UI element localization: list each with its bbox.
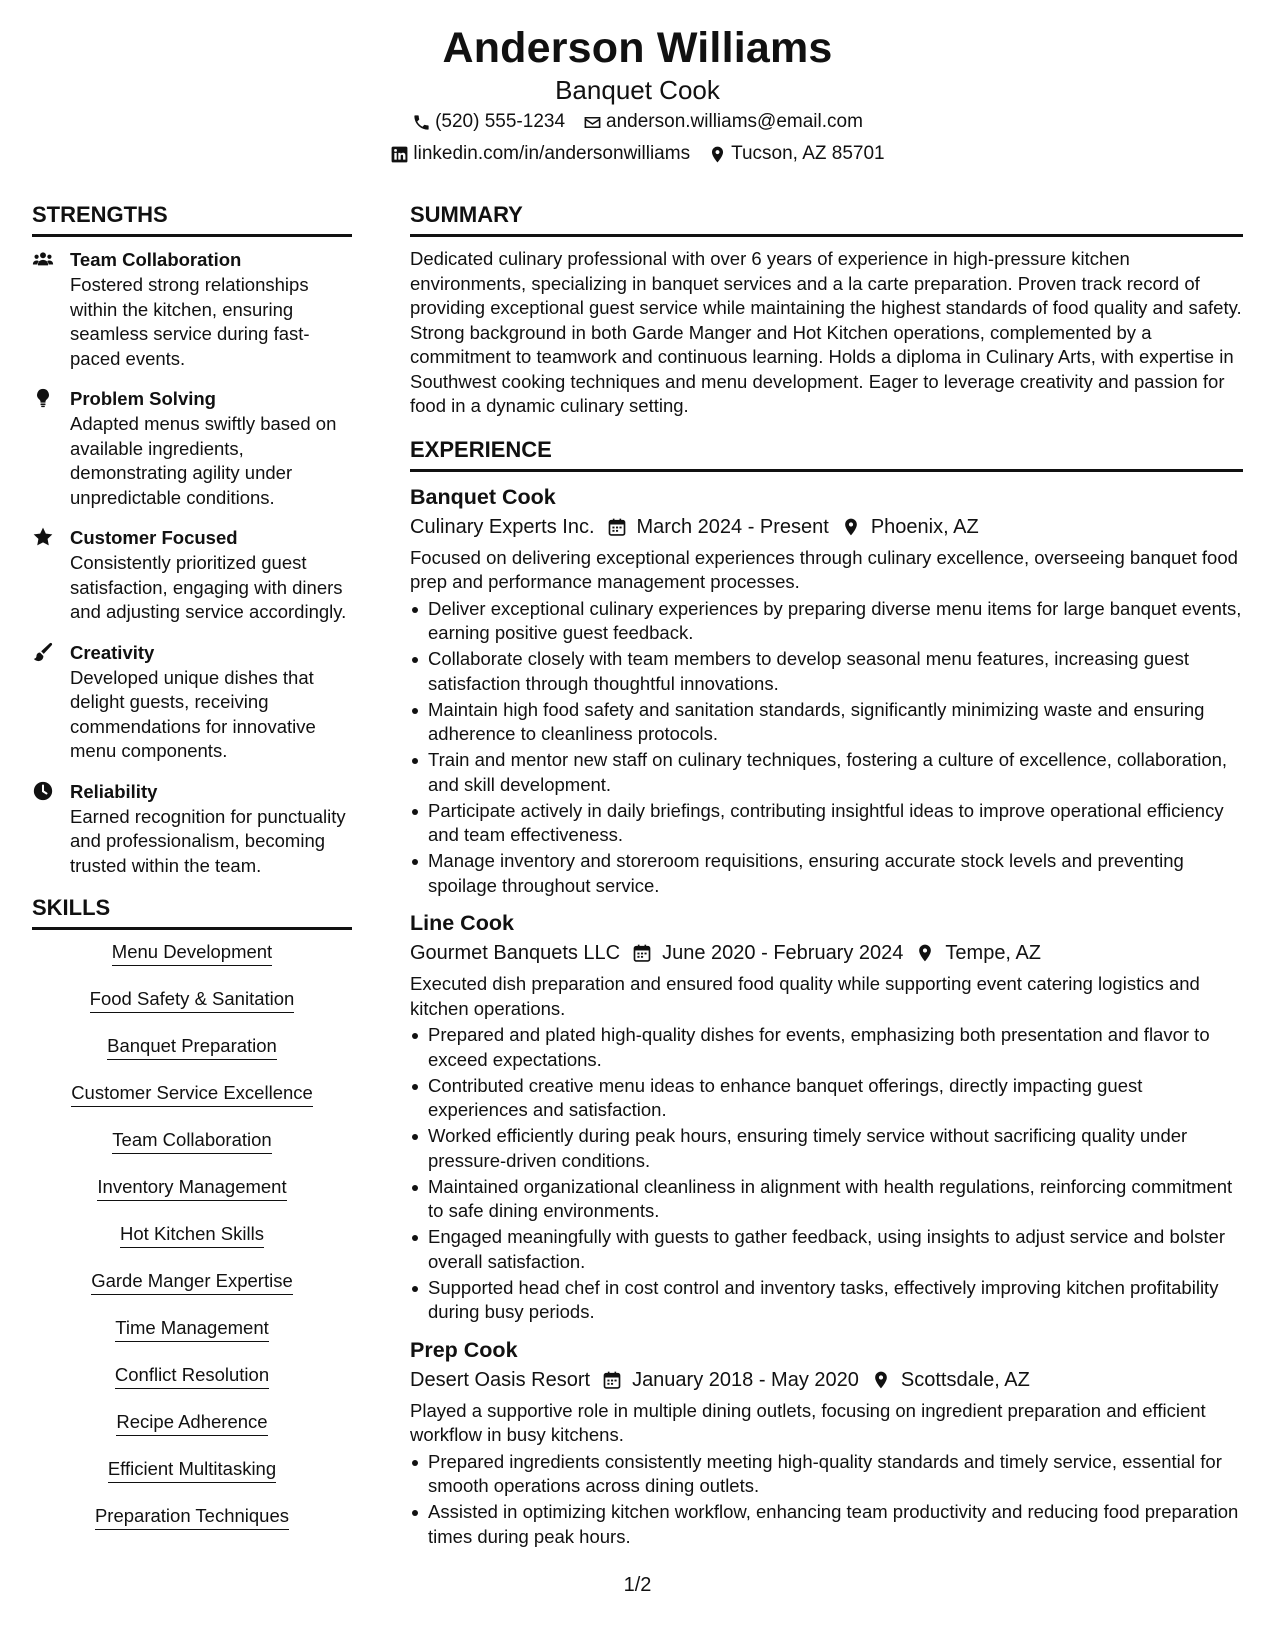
bullet-item: Prepared and plated high-quality dishes for events, emphasizing both presentation and flavor to exceed expectations. (410, 1023, 1243, 1072)
candidate-name: Anderson Williams (442, 24, 833, 72)
skill-item: Customer Service Excellence (32, 1081, 352, 1107)
bullet-item: Prepared ingredients consistently meeting high-quality standards and timely service, essential for smooth operations across dining outlets. (410, 1450, 1243, 1499)
strength-item (32, 247, 352, 371)
phone-text: (520) 555-1234 (435, 111, 566, 132)
bullet-item: Assisted in optimizing kitchen workflow, enhancing team productivity and reducing food preparation times during peak hours. (410, 1500, 1243, 1549)
bullet-item: Contributed creative menu ideas to enhance banquet offerings, directly impacting guest experiences and satisfaction. (410, 1074, 1243, 1123)
strength-desc: Developed unique dishes that delight guests, receiving commendations for innovative menu components. (70, 666, 316, 761)
skill-item: Food Safety & Sanitation (32, 987, 352, 1013)
strength-item (32, 386, 352, 510)
bullet-item: Worked efficiently during peak hours, ensuring timely service without sacrificing quality under pressure-driven conditions. (410, 1124, 1243, 1173)
skill-item: Hot Kitchen Skills (32, 1222, 352, 1248)
bullet-item: Supported head chef in cost control and inventory tasks, effectively improving kitchen profitability during busy periods. (410, 1276, 1243, 1325)
calendar-icon (607, 517, 627, 537)
linkedin-text: linkedin.com/in/andersonwilliams (413, 143, 691, 164)
job-location: Scottsdale, AZ (900, 1368, 1030, 1391)
right-column (410, 200, 1243, 1559)
job-title: Banquet Cook (410, 484, 556, 509)
strength-item (32, 640, 352, 764)
calendar-icon (632, 943, 652, 963)
skill-item: Inventory Management (32, 1175, 352, 1201)
job-entry (410, 908, 1243, 1325)
contact-row-1 (0, 106, 1275, 138)
job-description: Focused on delivering exceptional experiences through culinary excellence, overseeing banquet food prep and performance management processes. (410, 546, 1238, 592)
skill-item: Recipe Adherence (32, 1410, 352, 1436)
skills-list (32, 940, 352, 1530)
job-entry (410, 482, 1243, 899)
linkedin-icon (390, 145, 409, 164)
company-name: Gourmet Banquets LLC (410, 942, 621, 964)
job-description: Executed dish preparation and ensured food quality while supporting event catering logistics and kitchen operations. (410, 973, 1200, 1019)
skill-item: Efficient Multitasking (32, 1457, 352, 1483)
skill-item: Time Management (32, 1316, 352, 1342)
skill-item: Garde Manger Expertise (32, 1269, 352, 1295)
bullet-item: Maintained organizational cleanliness in alignment with health regulations, reinforcing commitment to safe dining environments. (410, 1175, 1243, 1224)
location-contact (708, 138, 885, 170)
lightbulb-icon (32, 387, 54, 409)
calendar-icon (602, 1370, 622, 1390)
map-pin-icon (915, 943, 935, 963)
strength-desc: Consistently prioritized guest satisfaction, engaging with diners and adjusting service accordingly. (70, 552, 347, 622)
page-number: 1/2 (623, 1574, 652, 1596)
clock-icon (32, 780, 54, 802)
bullet-item: Participate actively in daily briefings, contributing insightful ideas to improve operational efficiency and team effectiveness. (410, 799, 1243, 848)
bullet-item: Collaborate closely with team members to develop seasonal menu features, increasing guest satisfaction through thoughtful innovations. (410, 647, 1243, 696)
bullet-item: Manage inventory and storeroom requisitions, ensuring accurate stock levels and preventing spoilage throughout service. (410, 849, 1243, 898)
map-pin-icon (841, 517, 861, 537)
strength-title: Customer Focused (70, 527, 238, 548)
envelope-icon (583, 113, 602, 132)
skills-heading: SKILLS (32, 893, 352, 930)
skill-item: Banquet Preparation (32, 1034, 352, 1060)
job-title: Line Cook (410, 911, 514, 935)
left-column (32, 200, 352, 1551)
strength-desc: Earned recognition for punctuality and professionalism, becoming trusted within the team. (70, 805, 346, 876)
job-dates: June 2020 - February 2024 (662, 942, 904, 964)
job-dates: March 2024 - Present (636, 515, 829, 538)
strength-item (32, 779, 352, 879)
job-location: Phoenix, AZ (870, 515, 979, 538)
contact-row-2 (0, 138, 1275, 170)
strength-item (32, 525, 352, 625)
job-title-headline: Banquet Cook (555, 75, 720, 105)
strength-title: Team Collaboration (70, 249, 242, 270)
phone-icon (412, 113, 431, 132)
job-bullets (410, 1023, 1243, 1325)
skill-item: Preparation Techniques (32, 1504, 352, 1530)
strengths-heading: STRENGTHS (32, 200, 352, 237)
skill-item: Team Collaboration (32, 1128, 352, 1154)
bullet-item: Maintain high food safety and sanitation standards, significantly minimizing waste and ensuring adherence to cleanliness protocols. (410, 698, 1243, 747)
strength-desc: Fostered strong relationships within the kitchen, ensuring seamless service during fast-paced events. (70, 274, 310, 369)
bullet-item: Engaged meaningfully with guests to gather feedback, using insights to adjust service and bolster overall satisfaction. (410, 1225, 1243, 1274)
email-text: anderson.williams@email.com (606, 111, 863, 132)
bullet-item: Deliver exceptional culinary experiences by preparing diverse menu items for large banquet events, earning positive guest feedback. (410, 597, 1243, 646)
skill-item: Menu Development (32, 940, 352, 966)
email-contact[interactable] (583, 106, 863, 138)
job-bullets (410, 597, 1243, 899)
location-text: Tucson, AZ 85701 (731, 143, 885, 164)
job-location: Tempe, AZ (945, 942, 1042, 964)
summary-heading: SUMMARY (410, 200, 1243, 237)
map-pin-icon (708, 145, 727, 164)
phone-contact (412, 106, 565, 138)
bullet-item: Train and mentor new staff on culinary techniques, fostering a culture of excellence, collaboration, and skill development. (410, 748, 1243, 797)
company-name: Desert Oasis Resort (410, 1368, 591, 1391)
skill-item: Conflict Resolution (32, 1363, 352, 1389)
strength-title: Creativity (70, 641, 155, 663)
job-meta (410, 1365, 1243, 1395)
job-title: Prep Cook (410, 1337, 518, 1362)
experience-heading: EXPERIENCE (410, 435, 1243, 472)
strength-desc: Adapted menus swiftly based on available ingredients, demonstrating agility under unpredictable conditions. (70, 413, 337, 508)
job-description: Played a supportive role in multiple dining outlets, focusing on ingredient preparation and efficient workflow in busy kitchens. (410, 1399, 1206, 1445)
resume-header (0, 22, 1275, 170)
map-pin-icon (871, 1370, 891, 1390)
company-name: Culinary Experts Inc. (410, 515, 595, 538)
star-icon (32, 526, 54, 548)
paintbrush-icon (32, 641, 54, 663)
job-dates: January 2018 - May 2020 (632, 1368, 859, 1391)
job-meta (410, 512, 1243, 542)
users-icon (32, 248, 54, 270)
strength-title: Reliability (70, 780, 158, 802)
job-entry (410, 1335, 1243, 1550)
summary-text: Dedicated culinary professional with over 6 years of experience in high-pressure kitchen environments, specializing in banquet services and a la carte preparation. Proven track record of providing exceptional guest service while maintaining the highest standards of food quality and safety. Strong background in both Garde Manger and Hot Kitchen operations, complemented by a commitment to teamwork and continuous learning. Holds a diploma in Culinary Arts, with expertise in Southwest cooking techniques and menu development. Eager to leverage creativity and passion for food in a dynamic culinary setting. (410, 248, 1242, 416)
linkedin-contact[interactable] (390, 138, 690, 170)
strength-title: Problem Solving (70, 388, 216, 409)
strengths-list (32, 247, 352, 878)
job-bullets (410, 1450, 1243, 1550)
job-meta (410, 938, 1243, 968)
